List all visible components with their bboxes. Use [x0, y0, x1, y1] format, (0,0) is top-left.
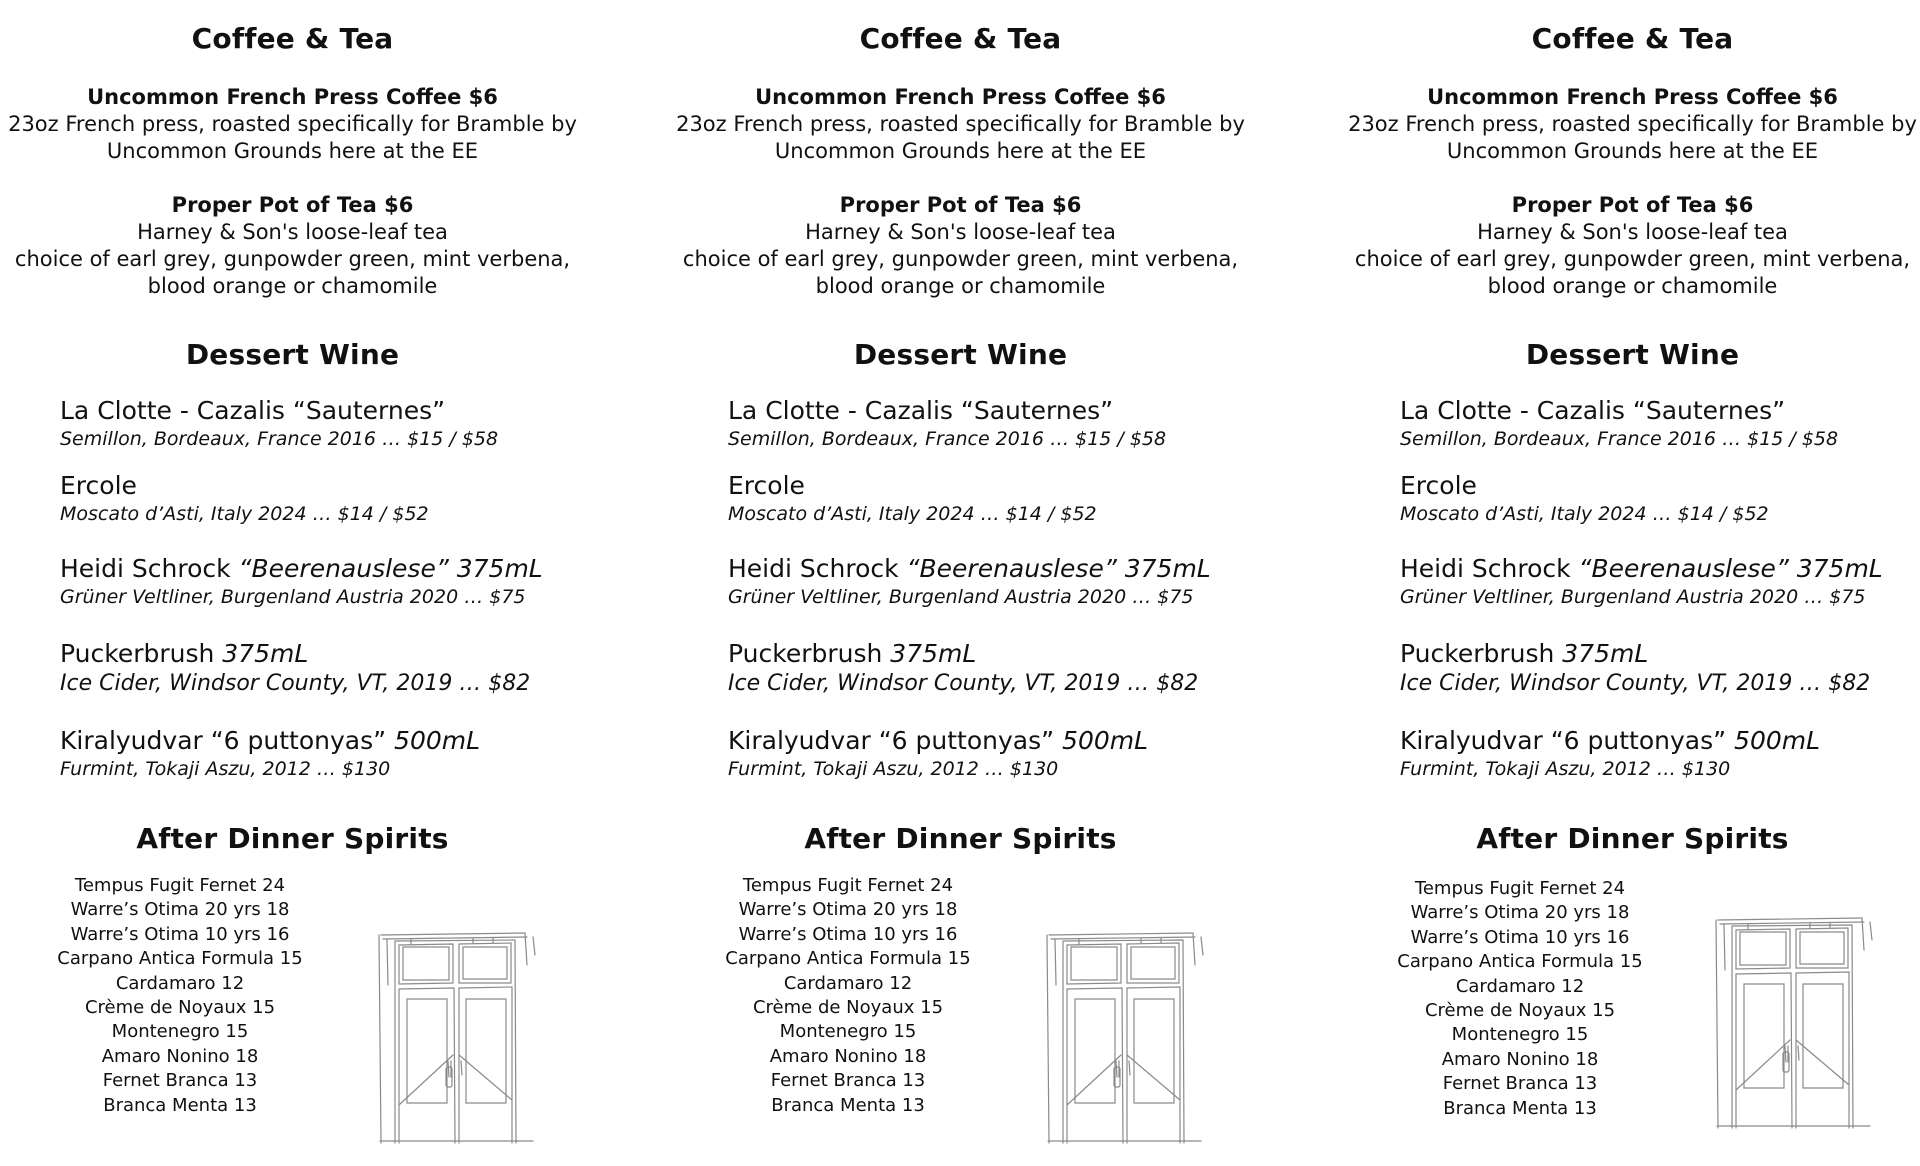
coffee-item — [668, 84, 1253, 165]
spirit-item: Warre’s Otima 20 yrs 18 — [70, 899, 290, 921]
spirit-item: Crème de Noyaux 15 — [1424, 1000, 1616, 1022]
tea-item — [0, 192, 585, 300]
spirit-item: Warre’s Otima 10 yrs 16 — [1410, 926, 1630, 948]
wine-name — [60, 554, 600, 584]
spirit-item: Warre’s Otima 10 yrs 16 — [70, 923, 290, 945]
spirit-item: Carpano Antica Formula 15 — [725, 948, 971, 970]
wine-item — [1400, 726, 1920, 782]
wine-size: 375mL — [1562, 639, 1649, 668]
tea-item-desc-line: blood orange or chamomile — [147, 274, 438, 298]
spirit-item: Carpano Antica Formula 15 — [57, 948, 303, 970]
tea-item-desc-line: Harney & Son's loose-leaf tea — [137, 220, 448, 244]
wine-name — [728, 396, 1268, 426]
wine-name — [1400, 471, 1920, 501]
wine-item — [60, 639, 600, 699]
wine-item — [728, 726, 1268, 782]
spirit-item: Branca Menta 13 — [771, 1094, 925, 1116]
coffee-item-desc-line: Uncommon Grounds here at the EE — [774, 139, 1147, 163]
wine-name-text: Puckerbrush — [728, 639, 891, 668]
wine-name — [60, 471, 600, 501]
tea-item-desc-line: choice of earl grey, gunpowder green, mint verbena, — [14, 247, 571, 271]
wine-name — [728, 639, 1268, 669]
tea-item-desc-line: choice of earl grey, gunpowder green, mint verbena, — [682, 247, 1239, 271]
spirit-item: Tempus Fugit Fernet 24 — [1414, 878, 1626, 899]
coffee-tea-heading: Coffee & Tea — [1531, 22, 1734, 55]
spirit-item: Crème de Noyaux 15 — [84, 997, 276, 1019]
wine-name — [1400, 726, 1920, 756]
wine-name — [1400, 639, 1920, 669]
spirit-item: Carpano Antica Formula 15 — [1397, 951, 1643, 973]
wine-desc: Semillon, Bordeaux, France 2016 … $15 / $58 — [728, 428, 1167, 450]
wine-name-text: La Clotte - Cazalis “Sauternes” — [728, 396, 1114, 425]
wine-item — [60, 726, 600, 782]
coffee-item-desc-line: 23oz French press, roasted specifically for Bramble by — [8, 112, 577, 136]
wine-name — [60, 396, 600, 426]
menu-column — [0, 0, 640, 1166]
wine-name-text: La Clotte - Cazalis “Sauternes” — [60, 396, 446, 425]
wine-name-text: Heidi Schrock — [1400, 554, 1579, 583]
spirit-item: Fernet Branca 13 — [102, 1070, 258, 1092]
wine-desc: Grüner Veltliner, Burgenland Austria 2020 … $75 — [728, 586, 1194, 608]
wine-item — [728, 396, 1268, 452]
tea-item-name: Proper Pot of Tea $6 — [171, 193, 414, 217]
spirit-item: Montenegro 15 — [1451, 1024, 1589, 1046]
spirit-item: Branca Menta 13 — [1443, 1097, 1597, 1119]
tea-item-name: Proper Pot of Tea $6 — [1511, 193, 1754, 217]
coffee-item-desc-line: Uncommon Grounds here at the EE — [106, 139, 479, 163]
spirits-list — [723, 874, 973, 1118]
wine-name — [728, 554, 1268, 584]
spirit-item: Amaro Nonino 18 — [101, 1045, 259, 1067]
spirit-item: Crème de Noyaux 15 — [752, 997, 944, 1019]
wine-size: “Beerenauslese” 375mL — [1578, 554, 1883, 583]
wine-desc: Ice Cider, Windsor County, VT, 2019 … $82 — [728, 671, 1199, 696]
wine-size: 375mL — [890, 639, 977, 668]
spirit-item: Amaro Nonino 18 — [1441, 1048, 1599, 1070]
tea-item-desc-line: Harney & Son's loose-leaf tea — [805, 220, 1116, 244]
spirit-item: Cardamaro 12 — [115, 972, 245, 994]
wine-size: “Beerenauslese” 375mL — [906, 554, 1211, 583]
wine-item — [728, 471, 1268, 527]
spirits-list — [1395, 877, 1645, 1121]
tea-item-desc-line: blood orange or chamomile — [1487, 274, 1778, 298]
wine-name — [1400, 396, 1920, 426]
wine-name-text: Ercole — [60, 471, 137, 500]
wine-name-text: Kiralyudvar “6 puttonyas” — [1400, 726, 1735, 755]
tea-item-desc-line: choice of earl grey, gunpowder green, mint verbena, — [1354, 247, 1911, 271]
spirit-item: Warre’s Otima 10 yrs 16 — [738, 923, 958, 945]
spirit-item: Tempus Fugit Fernet 24 — [742, 875, 954, 896]
spirit-item: Cardamaro 12 — [783, 972, 913, 994]
wine-desc: Ice Cider, Windsor County, VT, 2019 … $82 — [60, 671, 531, 696]
coffee-item-name: Uncommon French Press Coffee $6 — [1427, 85, 1838, 109]
wine-item — [60, 554, 600, 610]
spirits-list — [55, 874, 305, 1118]
wine-name-text: Ercole — [728, 471, 805, 500]
wine-item — [60, 396, 600, 452]
wine-item — [60, 471, 600, 527]
spirit-item: Montenegro 15 — [111, 1021, 249, 1043]
spirit-item: Amaro Nonino 18 — [769, 1045, 927, 1067]
wine-desc: Grüner Veltliner, Burgenland Austria 2020 … $75 — [60, 586, 526, 608]
spirit-item: Branca Menta 13 — [103, 1094, 257, 1116]
tea-item — [668, 192, 1253, 300]
coffee-tea-heading: Coffee & Tea — [859, 22, 1062, 55]
wine-name-text: Heidi Schrock — [60, 554, 239, 583]
wine-name-text: Ercole — [1400, 471, 1477, 500]
wine-item — [728, 554, 1268, 610]
dessert-wine-heading: Dessert Wine — [1525, 338, 1740, 371]
wine-size: 500mL — [1062, 726, 1149, 755]
coffee-item — [0, 84, 585, 165]
coffee-item-name: Uncommon French Press Coffee $6 — [755, 85, 1166, 109]
tea-item-name: Proper Pot of Tea $6 — [839, 193, 1082, 217]
door-sketch-icon — [1712, 910, 1877, 1130]
menu-column — [1340, 0, 1920, 1166]
tea-item — [1340, 192, 1920, 300]
wine-item — [1400, 639, 1920, 699]
after-dinner-spirits-heading: After Dinner Spirits — [804, 822, 1117, 855]
wine-desc: Ice Cider, Windsor County, VT, 2019 … $82 — [1400, 671, 1871, 696]
wine-name-text: Puckerbrush — [1400, 639, 1563, 668]
coffee-item-desc-line: Uncommon Grounds here at the EE — [1446, 139, 1819, 163]
wine-name-text: Puckerbrush — [60, 639, 223, 668]
coffee-item-desc-line: 23oz French press, roasted specifically for Bramble by — [676, 112, 1245, 136]
coffee-tea-heading: Coffee & Tea — [191, 22, 394, 55]
coffee-item-name: Uncommon French Press Coffee $6 — [87, 85, 498, 109]
wine-desc: Grüner Veltliner, Burgenland Austria 2020 … $75 — [1400, 586, 1866, 608]
wine-size: “Beerenauslese” 375mL — [238, 554, 543, 583]
wine-item — [728, 639, 1268, 699]
wine-name-text: Kiralyudvar “6 puttonyas” — [728, 726, 1063, 755]
spirit-item: Fernet Branca 13 — [770, 1070, 926, 1092]
wine-desc: Semillon, Bordeaux, France 2016 … $15 / $58 — [1400, 428, 1839, 450]
after-dinner-spirits-heading: After Dinner Spirits — [136, 822, 449, 855]
spirit-item: Warre’s Otima 20 yrs 18 — [738, 899, 958, 921]
wine-desc: Moscato d’Asti, Italy 2024 … $14 / $52 — [728, 503, 1097, 525]
wine-desc: Furmint, Tokaji Aszu, 2012 … $130 — [60, 758, 391, 780]
wine-name — [60, 639, 600, 669]
spirit-item: Warre’s Otima 20 yrs 18 — [1410, 902, 1630, 924]
wine-name — [728, 726, 1268, 756]
wine-item — [1400, 554, 1920, 610]
wine-name-text: La Clotte - Cazalis “Sauternes” — [1400, 396, 1786, 425]
tea-item-desc-line: blood orange or chamomile — [815, 274, 1106, 298]
menu-column — [668, 0, 1308, 1166]
tea-item-desc-line: Harney & Son's loose-leaf tea — [1477, 220, 1788, 244]
coffee-item-desc-line: 23oz French press, roasted specifically for Bramble by — [1348, 112, 1917, 136]
wine-desc: Moscato d’Asti, Italy 2024 … $14 / $52 — [60, 503, 429, 525]
wine-desc: Furmint, Tokaji Aszu, 2012 … $130 — [728, 758, 1059, 780]
wine-size: 500mL — [1734, 726, 1821, 755]
coffee-item — [1340, 84, 1920, 165]
wine-item — [1400, 396, 1920, 452]
spirit-item: Cardamaro 12 — [1455, 975, 1585, 997]
after-dinner-spirits-heading: After Dinner Spirits — [1476, 822, 1789, 855]
wine-size: 500mL — [394, 726, 481, 755]
wine-desc: Moscato d’Asti, Italy 2024 … $14 / $52 — [1400, 503, 1769, 525]
wine-name — [728, 471, 1268, 501]
door-sketch-icon — [1043, 925, 1208, 1145]
wine-name-text: Kiralyudvar “6 puttonyas” — [60, 726, 395, 755]
spirit-item: Fernet Branca 13 — [1442, 1073, 1598, 1095]
wine-name-text: Heidi Schrock — [728, 554, 907, 583]
door-sketch-icon — [375, 925, 540, 1145]
wine-item — [1400, 471, 1920, 527]
wine-size: 375mL — [222, 639, 309, 668]
wine-name — [1400, 554, 1920, 584]
wine-desc: Furmint, Tokaji Aszu, 2012 … $130 — [1400, 758, 1731, 780]
spirit-item: Tempus Fugit Fernet 24 — [74, 875, 286, 896]
dessert-wine-heading: Dessert Wine — [185, 338, 400, 371]
wine-desc: Semillon, Bordeaux, France 2016 … $15 / $58 — [60, 428, 499, 450]
dessert-wine-heading: Dessert Wine — [853, 338, 1068, 371]
spirit-item: Montenegro 15 — [779, 1021, 917, 1043]
wine-name — [60, 726, 600, 756]
